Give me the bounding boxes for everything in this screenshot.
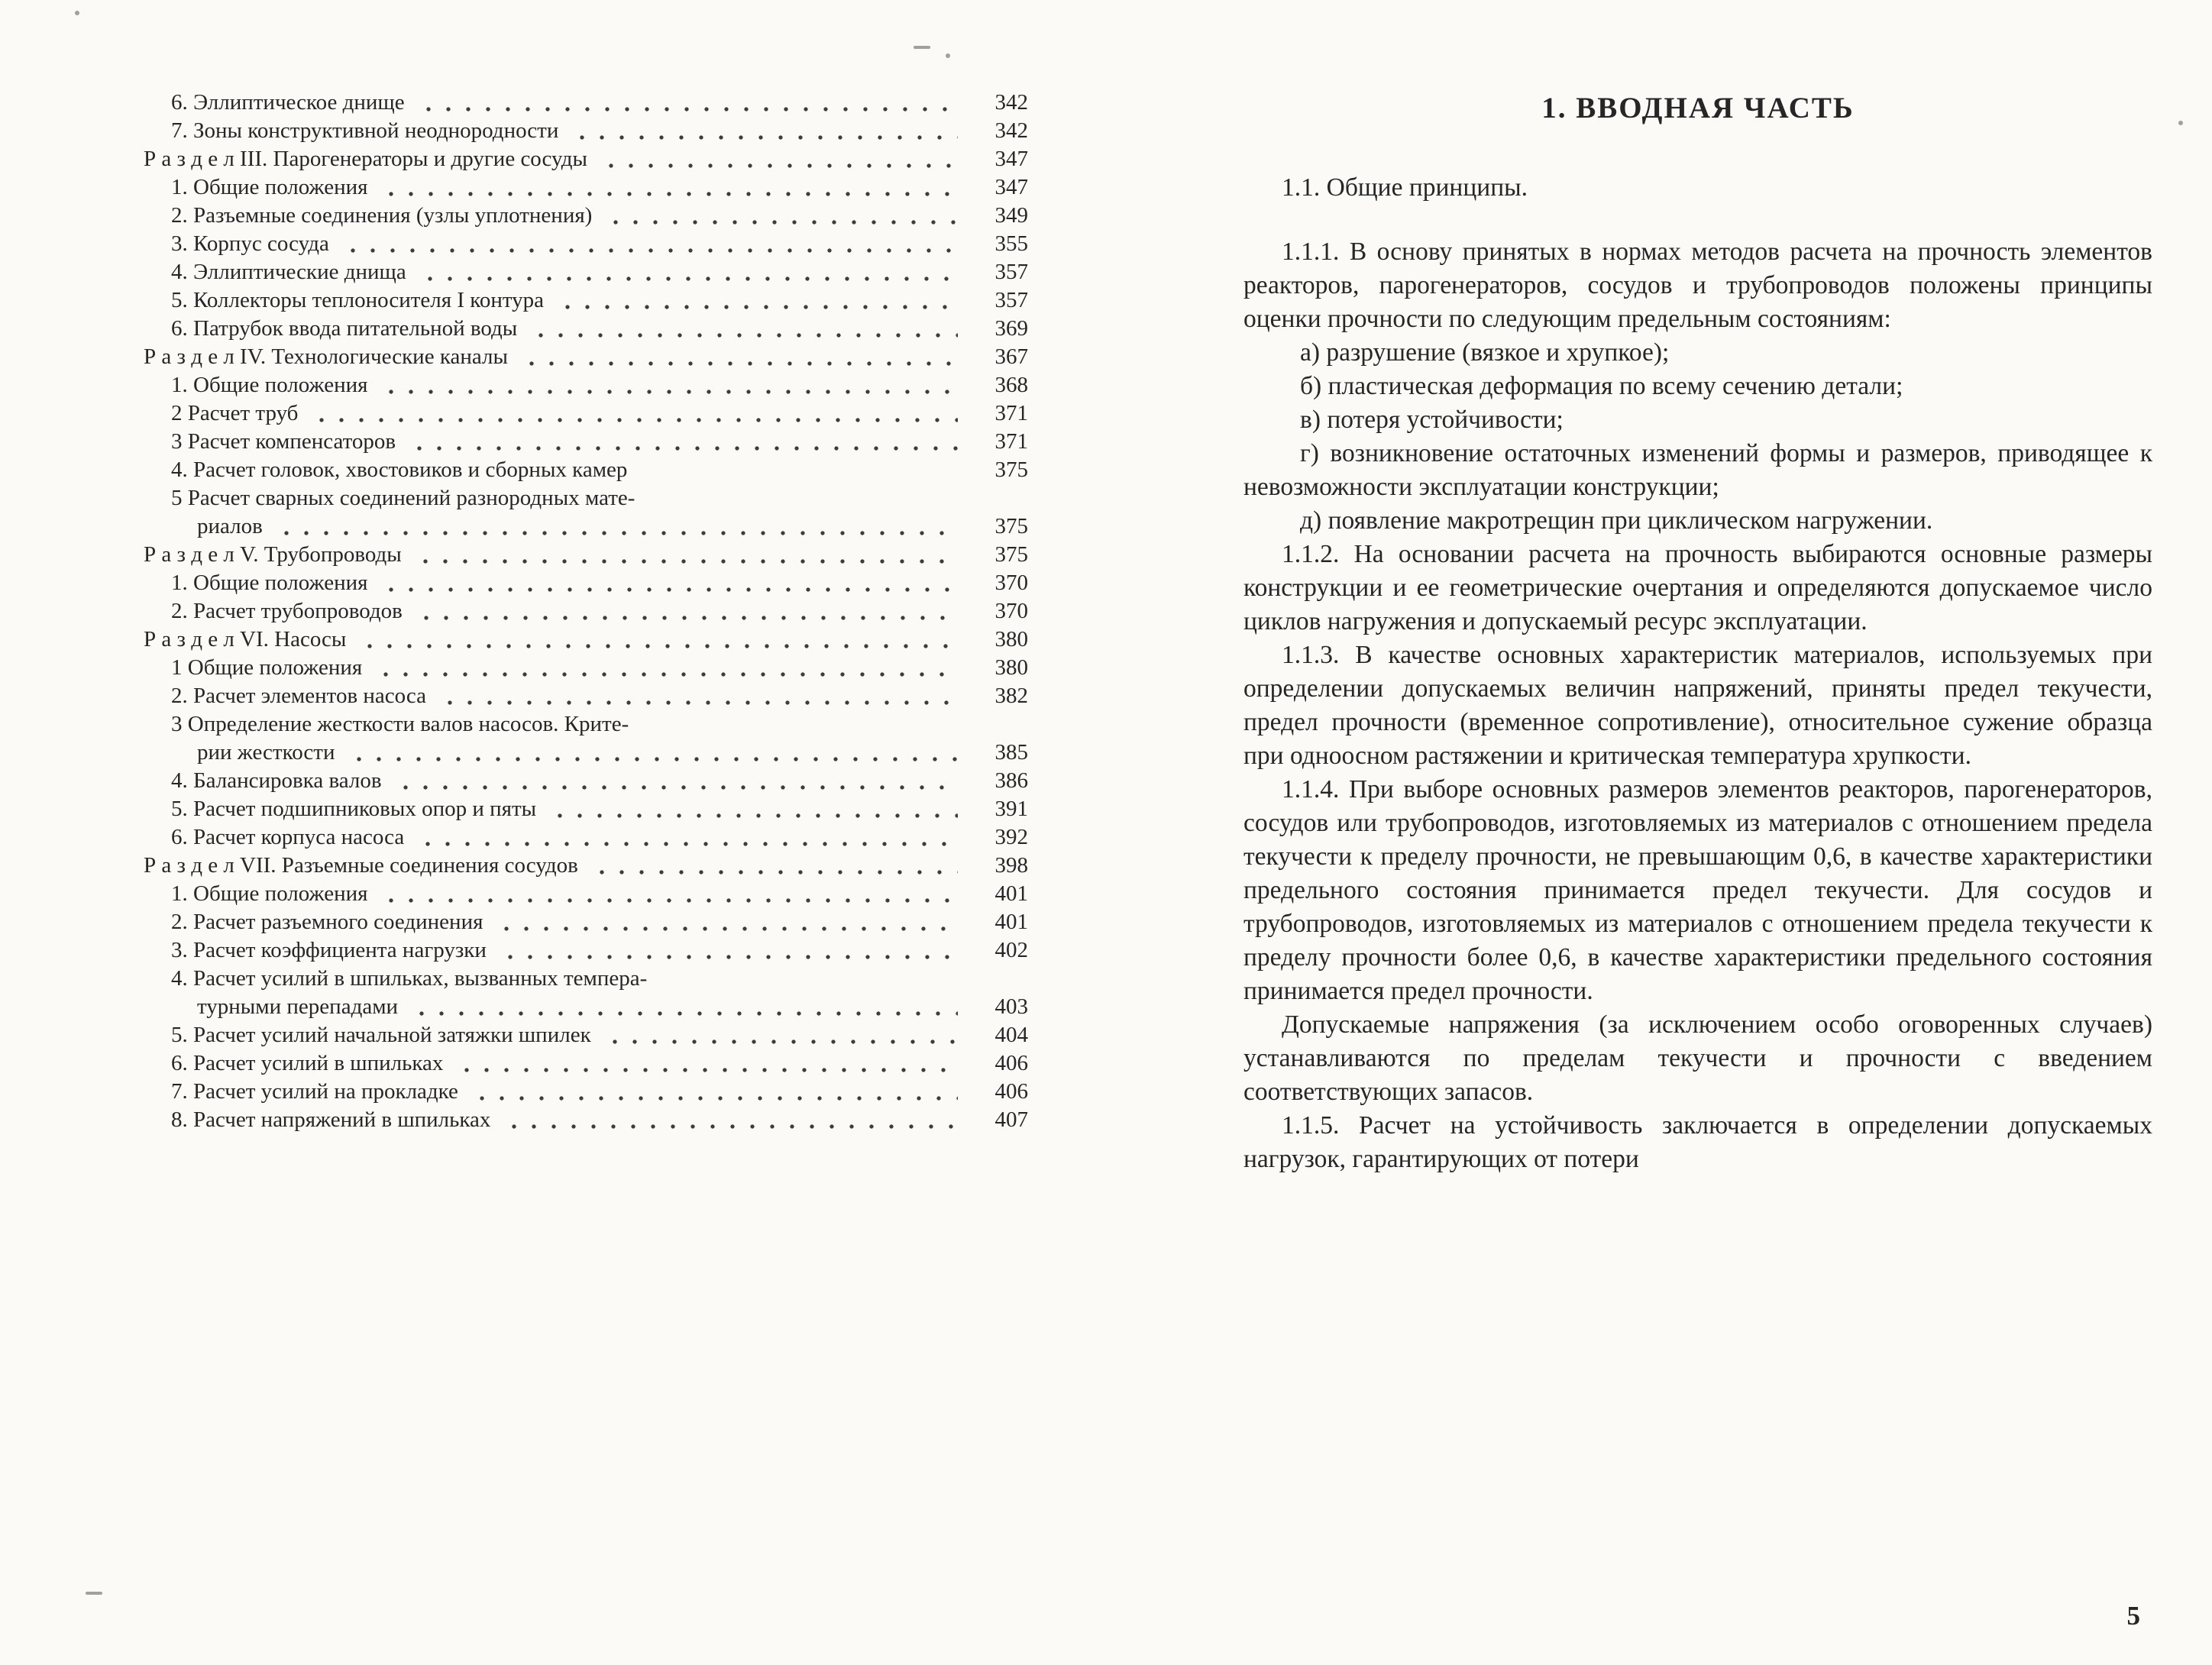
toc-entry xyxy=(144,823,1028,852)
paragraph: г) возникновение остаточных изменений формы и размеров, приводящее к невозможности эксплуатации конструкции; xyxy=(1243,439,2152,501)
toc-entry-page: 347 xyxy=(994,175,1028,199)
toc-entry-page: 404 xyxy=(994,1023,1028,1047)
toc-entry xyxy=(144,1078,1028,1106)
toc-entry-label: 2. Расчет элементов насоса xyxy=(171,684,426,708)
toc-entry-label: 3 Определение жесткости валов насосов. Крите- xyxy=(171,712,629,736)
toc-entry-label: 6. Расчет усилий в шпильках xyxy=(171,1051,444,1075)
toc-entry-page xyxy=(965,484,1028,512)
toc-entry-label: 5. Расчет подшипниковых опор и пяты xyxy=(171,797,537,821)
toc-entry-page: 368 xyxy=(994,373,1028,397)
toc-entry-page: 357 xyxy=(994,288,1028,312)
dot-leader xyxy=(544,795,958,823)
dot-leader xyxy=(636,710,958,739)
dot-leader xyxy=(354,626,958,654)
toc-entry-page: 347 xyxy=(994,147,1028,171)
toc-entry-label: 4. Балансировка валов xyxy=(171,768,382,793)
dot-leader xyxy=(414,258,958,286)
toc-entry xyxy=(144,1049,1028,1078)
dot-leader xyxy=(412,89,958,117)
toc-entry xyxy=(144,173,1028,202)
toc-entry-label: риалов xyxy=(197,514,263,538)
toc-entry-label: 2 Расчет труб xyxy=(171,401,299,425)
dot-leader xyxy=(525,315,958,343)
toc-entry-label: 1. Общие положения xyxy=(171,175,368,199)
dot-leader xyxy=(434,682,958,710)
toc-entry xyxy=(144,936,1028,965)
dot-leader xyxy=(642,484,958,512)
dot-leader xyxy=(599,1021,958,1049)
toc-entry xyxy=(144,682,1028,710)
toc-entry xyxy=(144,484,1028,512)
dot-leader xyxy=(498,1106,958,1134)
toc-entry xyxy=(144,512,1028,541)
dot-leader xyxy=(466,1078,958,1106)
section-subheading: 1.1. Общие принципы. xyxy=(1282,173,1528,202)
toc-entry-page: 380 xyxy=(994,627,1028,651)
dot-leader xyxy=(566,117,958,145)
toc-entry xyxy=(144,739,1028,767)
toc-entry-page: 392 xyxy=(994,825,1028,849)
toc-entry-label: Р а з д е л V. Трубопроводы xyxy=(144,542,402,567)
dot-leader xyxy=(586,852,958,880)
toc-entry xyxy=(144,230,1028,258)
toc-entry-label: рии жесткости xyxy=(197,740,335,765)
toc-entry xyxy=(144,1106,1028,1134)
paragraph: а) разрушение (вязкое и хрупкое); xyxy=(1300,338,1670,367)
toc-entry-label: 2. Расчет трубопроводов xyxy=(171,599,403,623)
toc-entry xyxy=(144,371,1028,399)
toc-entry-label: 1. Общие положения xyxy=(171,571,368,595)
toc-entry xyxy=(144,89,1028,117)
paragraph: б) пластическая деформация по всему сечению детали; xyxy=(1300,372,1903,400)
dot-leader xyxy=(375,880,958,908)
toc-entry-page: 407 xyxy=(994,1107,1028,1132)
toc-entry-label: 8. Расчет напряжений в шпильках xyxy=(171,1107,491,1132)
toc-entry-label: Р а з д е л III. Парогенераторы и другие сосуды xyxy=(144,147,587,171)
toc-entry-label: 1. Общие положения xyxy=(171,373,368,397)
dot-leader xyxy=(306,399,958,428)
toc-entry-label: 3. Корпус сосуда xyxy=(171,231,329,256)
scan-mark xyxy=(86,1592,102,1595)
toc-entry-page: 342 xyxy=(994,90,1028,115)
toc-entry-page: 357 xyxy=(994,260,1028,284)
toc-entry-label: 2. Разъемные соединения (узлы уплотнения) xyxy=(171,203,593,228)
toc-entry xyxy=(144,569,1028,597)
toc-entry-label: 3 Расчет компенсаторов xyxy=(171,429,396,454)
toc-entry-page: 406 xyxy=(994,1051,1028,1075)
toc-entry-page: 386 xyxy=(994,768,1028,793)
toc-entry-label: турными перепадами xyxy=(197,994,399,1019)
toc-entry-label: 5. Расчет усилий начальной затяжки шпилек xyxy=(171,1023,591,1047)
toc-entry-label: 4. Расчет усилий в шпильках, вызванных темпера- xyxy=(171,966,648,991)
toc-entry xyxy=(144,767,1028,795)
toc-entry-label: 5 Расчет сварных соединений разнородных мате- xyxy=(171,486,635,510)
toc-entry xyxy=(144,315,1028,343)
dot-leader xyxy=(451,1049,958,1078)
toc-entry-page: 375 xyxy=(994,514,1028,538)
scan-mark xyxy=(2178,121,2183,125)
toc-entry xyxy=(144,343,1028,371)
toc-entry-page: 369 xyxy=(994,316,1028,341)
paragraph: 1.1.4. При выборе основных размеров элементов реакторов, парогенераторов, сосудов или трубопроводов, изготовляемых из материалов с отношением предела текучести к пределу прочности, не превышающим 0,6, в качестве характеристики предельного состояния принимается предел текучести. Для сосудов и трубопроводов, изготовляемых из материалов с отношением предела текучести к пределу прочности более 0,6, в качестве характеристики предельного состояния принимается предел прочности. xyxy=(1243,775,2152,1005)
toc-entry-label: Р а з д е л VII. Разъемные соединения сосудов xyxy=(144,853,578,878)
toc-entry-page: 370 xyxy=(994,599,1028,623)
toc-entry-page: 380 xyxy=(994,655,1028,680)
dot-leader xyxy=(375,371,958,399)
dot-leader xyxy=(375,569,958,597)
toc-entry-label: 5. Коллекторы теплоносителя I контура xyxy=(171,288,545,312)
toc-entry-label: 7. Расчет усилий на прокладке xyxy=(171,1079,458,1104)
toc-entry-label: 4. Расчет головок, хвостовиков и сборных камер xyxy=(171,457,628,482)
toc-entry-page: 367 xyxy=(994,344,1028,369)
toc-entry xyxy=(144,258,1028,286)
toc-entry-page: 391 xyxy=(994,797,1028,821)
toc-entry xyxy=(144,541,1028,569)
paragraph: 1.1.5. Расчет на устойчивость заключается в определении допускаемых нагрузок, гарантирующих от потери xyxy=(1243,1111,2152,1173)
right-page-body xyxy=(1243,171,2152,1176)
toc-entry-page: 398 xyxy=(994,853,1028,878)
toc-entry-label: Р а з д е л VI. Насосы xyxy=(144,627,347,651)
toc-entry-page: 375 xyxy=(994,457,1028,482)
toc-entry-page: 402 xyxy=(994,938,1028,962)
scan-mark xyxy=(946,53,950,58)
toc-entry-label: 7. Зоны конструктивной неоднородности xyxy=(171,118,559,143)
paragraph: в) потеря устойчивости; xyxy=(1300,406,1564,434)
dot-leader xyxy=(494,936,958,965)
toc-entry xyxy=(144,710,1028,739)
toc-entry xyxy=(144,852,1028,880)
toc-entry-page: 401 xyxy=(994,881,1028,906)
toc-entry xyxy=(144,965,1028,993)
toc-entry-label: 3. Расчет коэффициента нагрузки xyxy=(171,938,487,962)
toc-entry xyxy=(144,654,1028,682)
toc-entry xyxy=(144,880,1028,908)
dot-leader xyxy=(600,202,958,230)
toc-entry xyxy=(144,456,1028,484)
toc-entry-page: 349 xyxy=(994,203,1028,228)
toc-entry xyxy=(144,428,1028,456)
toc-entry-label: 2. Расчет разъемного соединения xyxy=(171,910,483,934)
toc-entry-page: 355 xyxy=(994,231,1028,256)
toc-entry-page xyxy=(965,710,1028,739)
table-of-contents xyxy=(144,89,1028,1134)
toc-entry xyxy=(144,202,1028,230)
dot-leader xyxy=(410,597,958,626)
paragraph: д) появление макротрещин при циклическом нагружении. xyxy=(1300,506,1933,535)
dot-leader xyxy=(595,145,958,173)
dot-leader xyxy=(270,512,958,541)
toc-entry-label: 6. Эллиптическое днище xyxy=(171,90,405,115)
dot-leader xyxy=(635,456,958,484)
toc-entry-label: 6. Расчет корпуса насоса xyxy=(171,825,405,849)
scan-mark xyxy=(914,46,930,49)
toc-entry-page: 342 xyxy=(994,118,1028,143)
paragraph: Допускаемые напряжения (за исключением особо оговоренных случаев) устанавливаются по пределам текучести и прочности с введением соответствующих запасов. xyxy=(1243,1010,2152,1106)
dot-leader xyxy=(655,965,958,993)
dot-leader xyxy=(516,343,958,371)
paragraph: 1.1.3. В качестве основных характеристик материалов, используемых при определении допускаемых величин напряжений, приняты предел текучести, предел прочности (временное сопротивление), относительное сужение образца при одноосном растяжении и критическая температура хрупкости. xyxy=(1243,641,2152,770)
toc-entry-page xyxy=(965,965,1028,993)
chapter-title: 1. ВВОДНАЯ ЧАСТЬ xyxy=(1541,92,1855,124)
toc-entry-page: 375 xyxy=(994,542,1028,567)
toc-entry xyxy=(144,908,1028,936)
toc-entry-page: 370 xyxy=(994,571,1028,595)
scan-mark xyxy=(75,11,79,15)
dot-leader xyxy=(403,428,958,456)
toc-entry xyxy=(144,145,1028,173)
dot-leader xyxy=(390,767,958,795)
dot-leader xyxy=(490,908,958,936)
toc-entry-page: 403 xyxy=(994,994,1028,1019)
toc-entry xyxy=(144,1021,1028,1049)
paragraph: 1.1.1. В основу принятых в нормах методов расчета на прочность элементов реакторов, парогенераторов, сосудов и трубопроводов положены принципы оценки прочности по следующим предельным состояниям: xyxy=(1243,238,2152,333)
dot-leader xyxy=(343,739,959,767)
toc-entry-label: Р а з д е л IV. Технологические каналы xyxy=(144,344,508,369)
toc-entry-label: 4. Эллиптические днища xyxy=(171,260,406,284)
toc-entry-page: 382 xyxy=(994,684,1028,708)
toc-entry-page: 371 xyxy=(994,401,1028,425)
toc-entry-page: 385 xyxy=(994,740,1028,765)
toc-entry xyxy=(144,399,1028,428)
page-number: 5 xyxy=(2126,1601,2140,1631)
toc-entry xyxy=(144,286,1028,315)
toc-entry xyxy=(144,795,1028,823)
dot-leader xyxy=(337,230,958,258)
toc-entry-page: 371 xyxy=(994,429,1028,454)
toc-entry xyxy=(144,597,1028,626)
dot-leader xyxy=(409,541,958,569)
toc-entry-label: 1 Общие положения xyxy=(171,655,363,680)
dot-leader xyxy=(406,993,958,1021)
dot-leader xyxy=(551,286,958,315)
paragraph: 1.1.2. На основании расчета на прочность выбираются основные размеры конструкции и ее геометрические очертания и определяются допускаемое число циклов нагружения и допускаемый ресурс эксплуатации. xyxy=(1243,540,2152,635)
dot-leader xyxy=(375,173,958,202)
toc-entry-page: 406 xyxy=(994,1079,1028,1104)
dot-leader xyxy=(412,823,958,852)
dot-leader xyxy=(370,654,958,682)
toc-entry xyxy=(144,626,1028,654)
toc-entry-label: 1. Общие положения xyxy=(171,881,368,906)
toc-entry-label: 6. Патрубок ввода питательной воды xyxy=(171,316,518,341)
toc-entry-page: 401 xyxy=(994,910,1028,934)
toc-entry xyxy=(144,993,1028,1021)
toc-entry xyxy=(144,117,1028,145)
chapter-page xyxy=(1243,90,2152,1176)
